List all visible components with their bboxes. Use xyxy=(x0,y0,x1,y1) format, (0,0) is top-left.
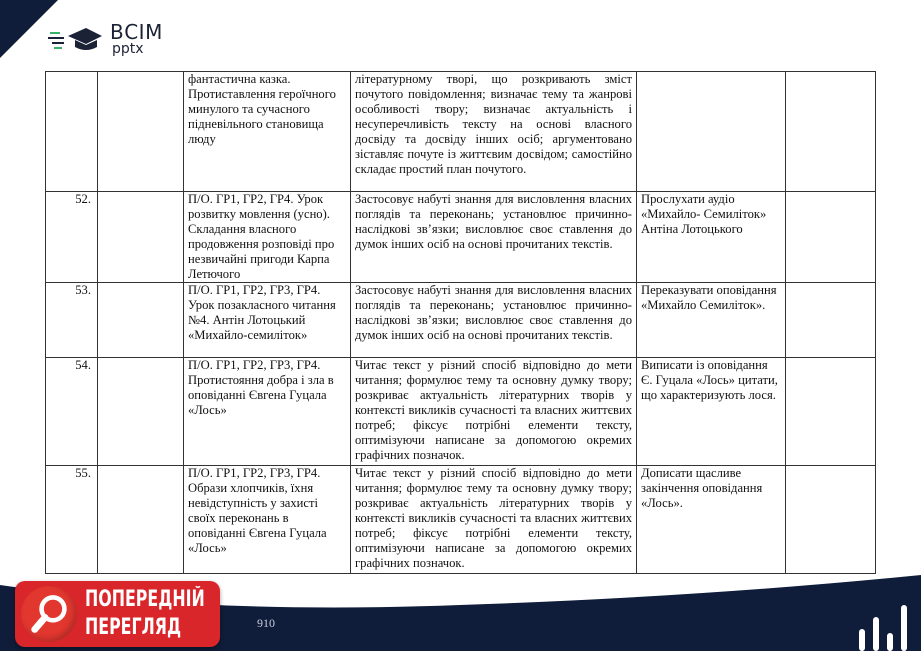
lesson-number: 55. xyxy=(46,466,98,574)
date-cell xyxy=(98,358,184,466)
notes-cell xyxy=(786,283,876,358)
lesson-number: 54. xyxy=(46,358,98,466)
lesson-topic: фантастична казка. Протиставлення героїчного минулого та сучасного підневільного становища люду xyxy=(184,72,351,192)
learning-outcomes: літературному творі, що розкривають зміст почутого повідомлення; визначає тему та жанрові особливості твору; визначає актуальність і несуперечливість тексту на основі власного досвіду та досвіду інших осіб; аргументовано зіставляє почуте із життєвим досвідом; самостійно складає простий план почутого. xyxy=(351,72,637,192)
magnifier-icon xyxy=(21,586,77,642)
date-cell xyxy=(98,192,184,283)
preview-line1: ПОПЕРЕДНІЙ xyxy=(85,587,205,612)
learning-outcomes: Читає текст у різний спосіб відповідно до мети читання; формулює тему та основну думку твору; розкриває актуальність літературних творів у контексті викликів сучасності та власних життєвих потреб; фіксує потрібні елементи тексту, оптимізуючи написане за допомогою окремих графічних позначок. xyxy=(351,466,637,574)
preview-line2: ПЕРЕГЛЯД xyxy=(85,615,182,640)
table-row xyxy=(46,283,876,358)
notes-cell xyxy=(786,358,876,466)
lesson-topic: П/О. ГР1, ГР2, ГР3, ГР4. Урок позакласного читання №4. Антін Лотоцький «Михайло-семиліток» xyxy=(184,283,351,358)
lesson-number: 53. xyxy=(46,283,98,358)
homework: Переказувати оповідання «Михайло Семиліток». xyxy=(637,283,786,358)
learning-outcomes: Застосовує набуті знання для висловлення власних поглядів та переконань; установлює причинно-наслідкові зв’язки; висловлює своє ставлення до думок інших осіб на основі прочитаних текстів. xyxy=(351,192,637,283)
lesson-number: 52. xyxy=(46,192,98,283)
lesson-topic: П/О. ГР1, ГР2, ГР3, ГР4. Протистояння добра і зла в оповіданні Євгена Гуцала «Лось» xyxy=(184,358,351,466)
date-cell xyxy=(98,283,184,358)
page-number: 910 xyxy=(257,616,275,630)
table-row xyxy=(46,72,876,192)
lesson-topic: П/О. ГР1, ГР2, ГР4. Урок розвитку мовлення (усно). Складання власного продовження розповіді про незвичайні пригоди Карпа Летючого xyxy=(184,192,351,283)
magnifier-circle xyxy=(21,586,77,642)
lesson-number xyxy=(46,72,98,192)
homework: Виписати із оповідання Є. Гуцала «Лось» цитати, що характеризують лося. xyxy=(637,358,786,466)
date-cell xyxy=(98,466,184,574)
preview-badge[interactable] xyxy=(15,581,220,647)
learning-outcomes: Застосовує набуті знання для висловлення власних поглядів та переконань; установлює причинно-наслідкові зв’язки; висловлює своє ставлення до думок інших осіб на основі прочитаних текстів. xyxy=(351,283,637,358)
notes-cell xyxy=(786,466,876,574)
homework xyxy=(637,72,786,192)
brand-sub: pptx xyxy=(112,41,144,57)
brand-logo xyxy=(48,22,163,56)
table-row xyxy=(46,466,876,574)
homework: Прослухати аудіо «Михайло- Семиліток» Антіна Лотоцького xyxy=(637,192,786,283)
table-row xyxy=(46,358,876,466)
homework: Дописати щасливе закінчення оповідання «Лось». xyxy=(637,466,786,574)
brand-name: ВСІМ xyxy=(110,20,163,44)
learning-outcomes: Читає текст у різний спосіб відповідно до мети читання; формулює тему та основну думку твору; розкриває актуальність літературних творів у контексті викликів сучасності та власних життєвих потреб; фіксує потрібні елементи тексту, оптимізуючи написане за допомогою окремих графічних позначок. xyxy=(351,358,637,466)
lesson-topic: П/О. ГР1, ГР2, ГР3, ГР4. Образи хлопчиків, їхня невідступність у захисті своїх переконань в оповіданні Євгена Гуцала «Лось» xyxy=(184,466,351,574)
bars-logo-icon xyxy=(859,605,907,651)
table-row xyxy=(46,192,876,283)
date-cell xyxy=(98,72,184,192)
lesson-plan-table xyxy=(45,71,876,574)
notes-cell xyxy=(786,72,876,192)
graduation-cap-icon xyxy=(48,24,104,54)
notes-cell xyxy=(786,192,876,283)
